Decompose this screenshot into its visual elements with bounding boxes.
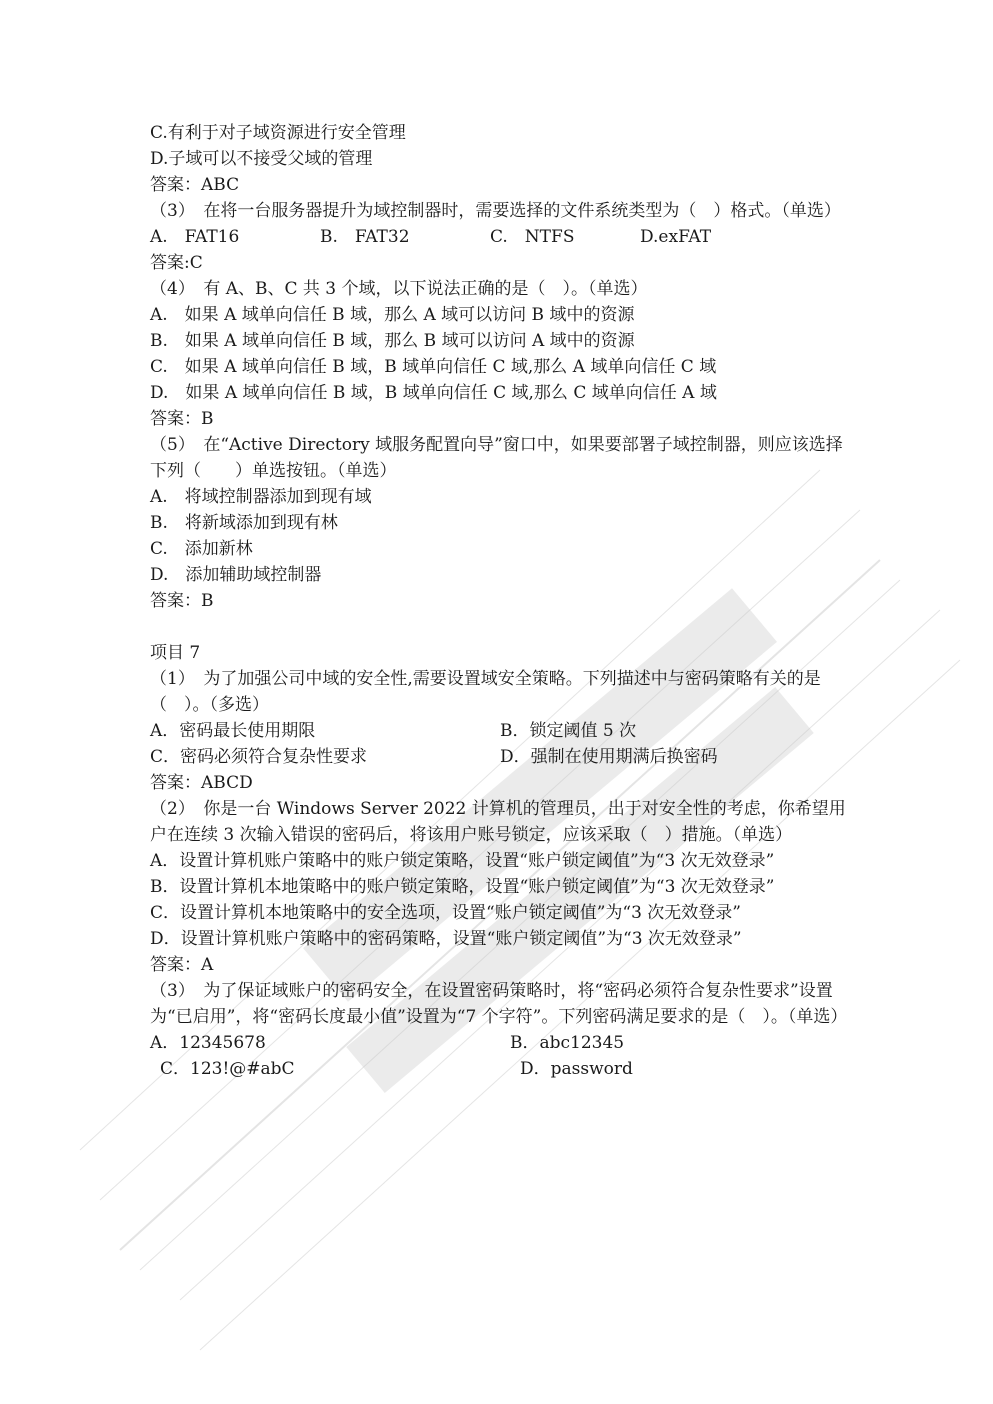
p2-option-c: C．设置计算机本地策略中的安全选项，设置“账户锁定阈值”为“3 次无效登录” bbox=[150, 903, 741, 923]
section-title: 项目 7 bbox=[150, 643, 201, 663]
p2-option-a: A．设置计算机账户策略中的账户锁定策略，设置“账户锁定阈值”为“3 次无效登录” bbox=[150, 851, 775, 871]
q4-answer: 答案：B bbox=[150, 409, 214, 429]
p1-option-b: B．锁定阈值 5 次 bbox=[500, 721, 637, 741]
project-question-2: （2） 你是一台 Windows Server 2022 计算机的管理员，出于对安全性的考虑，你希望用户在连续 3 次输入错误的密码后，将该用户账号锁定，应该采取（ ）措施。（单选） bbox=[150, 799, 846, 845]
q4-option-b: B. 如果 A 域单向信任 B 域，那么 B 域可以访问 A 域中的资源 bbox=[150, 331, 635, 351]
p1-answer: 答案：ABCD bbox=[150, 773, 253, 793]
project-question-1: （1） 为了加强公司中域的安全性,需要设置域安全策略。下列描述中与密码策略有关的是（ ）。（多选） bbox=[150, 669, 821, 715]
p3-option-d: D．password bbox=[520, 1059, 633, 1079]
option-d-text: D.子域可以不接受父域的管理 bbox=[150, 149, 373, 169]
project-question-3: （3） 为了保证域账户的密码安全，在设置密码策略时，将“密码必须符合复杂性要求”设置为“已启用”，将“密码长度最小值”设置为“7 个字符”。下列密码满足要求的是（ ）。（单选） bbox=[150, 981, 848, 1027]
spacer bbox=[150, 614, 850, 640]
q3-option-a: A. FAT16 bbox=[150, 227, 240, 247]
p2-option-d: D．设置计算机账户策略中的密码策略，设置“账户锁定阈值”为“3 次无效登录” bbox=[150, 929, 742, 949]
option-c-text: C.有利于对子域资源进行安全管理 bbox=[150, 123, 406, 143]
q3-answer: 答案:C bbox=[150, 253, 203, 273]
p2-option-b: B．设置计算机本地策略中的账户锁定策略，设置“账户锁定阈值”为“3 次无效登录” bbox=[150, 877, 775, 897]
question-5-prev: （5） 在“Active Directory 域服务配置向导”窗口中，如果要部署子域控制器，则应该选择下列（ ）单选按钮。（单选） bbox=[150, 435, 843, 481]
question-3-options bbox=[150, 224, 850, 250]
q3-option-c: C. NTFS bbox=[490, 227, 575, 247]
p3-option-a: A．12345678 bbox=[150, 1033, 266, 1053]
p1-option-a: A．密码最长使用期限 bbox=[150, 721, 316, 741]
p3-option-c: C．123!@#abC bbox=[160, 1059, 295, 1079]
q5-option-b: B. 将新域添加到现有林 bbox=[150, 513, 338, 533]
p3-options-row-2 bbox=[150, 1056, 850, 1082]
answer-text: 答案：ABC bbox=[150, 175, 240, 195]
question-3-prev: （3） 在将一台服务器提升为域控制器时，需要选择的文件系统类型为（ ）格式。（单选） bbox=[150, 201, 841, 221]
p1-option-d: D．强制在使用期满后换密码 bbox=[500, 747, 718, 767]
p3-option-b: B．abc12345 bbox=[510, 1033, 625, 1053]
q4-option-d: D. 如果 A 域单向信任 B 域，B 域单向信任 C 域,那么 C 域单向信任 A 域 bbox=[150, 383, 717, 403]
document-body bbox=[150, 120, 850, 1082]
p2-answer: 答案：A bbox=[150, 955, 214, 975]
q3-option-d: D.exFAT bbox=[640, 227, 712, 247]
p1-options-row-1 bbox=[150, 718, 850, 744]
p1-options-row-2 bbox=[150, 744, 850, 770]
q5-option-a: A. 将域控制器添加到现有域 bbox=[150, 487, 372, 507]
p1-option-c: C．密码必须符合复杂性要求 bbox=[150, 747, 368, 767]
q5-answer: 答案：B bbox=[150, 591, 214, 611]
q4-option-c: C. 如果 A 域单向信任 B 域，B 域单向信任 C 域,那么 A 域单向信任 C 域 bbox=[150, 357, 717, 377]
question-4-prev: （4） 有 A、B、C 共 3 个域，以下说法正确的是（ ）。（单选） bbox=[150, 279, 648, 299]
q5-option-d: D. 添加辅助域控制器 bbox=[150, 565, 322, 585]
p3-options-row-1 bbox=[150, 1030, 850, 1056]
q5-option-c: C. 添加新林 bbox=[150, 539, 253, 559]
q3-option-b: B. FAT32 bbox=[320, 227, 410, 247]
q4-option-a: A. 如果 A 域单向信任 B 域，那么 A 域可以访问 B 域中的资源 bbox=[150, 305, 635, 325]
